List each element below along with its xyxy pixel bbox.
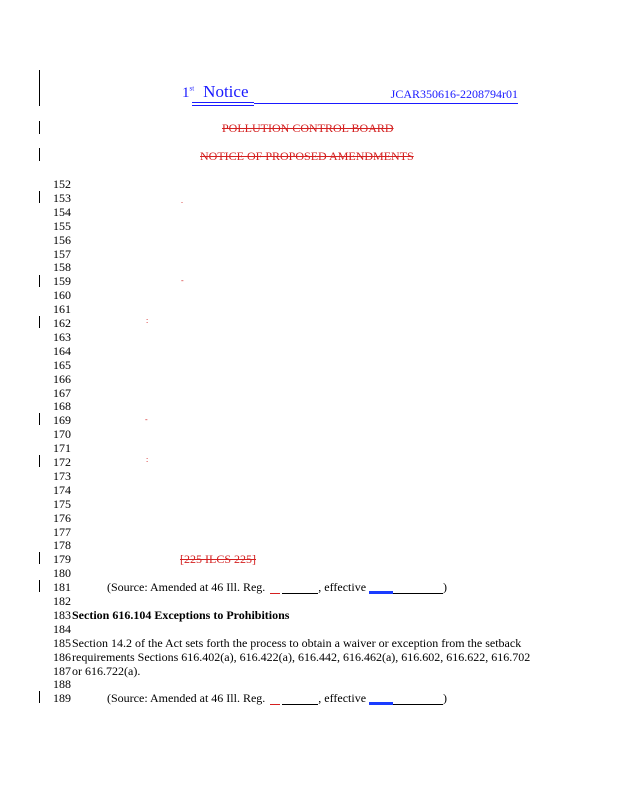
line-number: 184 bbox=[53, 621, 71, 636]
line-number: 157 bbox=[53, 246, 71, 261]
notice-title: NOTICE OF PROPOSED AMENDMENTS bbox=[200, 149, 414, 163]
revision-mark: - bbox=[145, 415, 148, 424]
source-prefix: (Source: Amended at 46 Ill. Reg. bbox=[107, 691, 269, 705]
line-number: 181 bbox=[53, 580, 71, 595]
line-number: 158 bbox=[53, 260, 71, 275]
line-number: 169 bbox=[53, 413, 71, 428]
line-number: 153 bbox=[53, 190, 71, 205]
line-number: 170 bbox=[53, 427, 71, 442]
change-bar bbox=[39, 455, 40, 467]
page-header bbox=[182, 82, 249, 102]
deletion-mark bbox=[270, 697, 280, 705]
source-note bbox=[107, 691, 447, 705]
source-prefix: (Source: Amended at 46 Ill. Reg. bbox=[107, 580, 269, 594]
line-number: 185 bbox=[53, 635, 71, 650]
body-line: Section 14.2 of the Act sets forth the process to obtain a waiver or exception from the setback bbox=[72, 636, 522, 650]
revision-mark: : bbox=[146, 455, 149, 464]
line-number: 179 bbox=[53, 552, 71, 567]
header-superscript: st bbox=[189, 84, 195, 93]
source-close: ) bbox=[443, 580, 448, 594]
revision-mark: : bbox=[146, 316, 149, 325]
statute-citation: [225 ILCS 225] bbox=[180, 552, 256, 566]
line-number: 162 bbox=[53, 316, 71, 330]
blank-field bbox=[393, 694, 443, 705]
line-number: 171 bbox=[53, 441, 71, 456]
source-note bbox=[107, 580, 447, 594]
line-number: 172 bbox=[53, 455, 71, 469]
change-bar bbox=[39, 413, 40, 425]
line-number: 178 bbox=[53, 538, 71, 553]
line-number: 159 bbox=[53, 274, 71, 289]
line-number: 168 bbox=[53, 399, 71, 414]
source-effective: , effective bbox=[318, 691, 370, 705]
line-number: 176 bbox=[53, 510, 71, 525]
line-number: 166 bbox=[53, 371, 71, 386]
line-number: 175 bbox=[53, 496, 71, 511]
body-line: requirements Sections 616.402(a), 616.422(a), 616.442, 616.462(a), 616.602, 616.622, 616.702 bbox=[72, 650, 531, 664]
line-number: 182 bbox=[53, 594, 71, 608]
line-number: 180 bbox=[53, 566, 71, 581]
blank-field bbox=[282, 694, 318, 705]
revision-mark: - bbox=[181, 276, 184, 285]
change-bar bbox=[39, 121, 40, 134]
change-bar bbox=[39, 275, 40, 287]
line-number: 154 bbox=[53, 204, 71, 219]
line-number: 189 bbox=[53, 691, 71, 706]
line-number: 183 bbox=[53, 607, 71, 622]
line-number: 177 bbox=[53, 524, 71, 539]
line-number: 173 bbox=[53, 468, 71, 483]
blank-field bbox=[282, 583, 318, 594]
line-number: 174 bbox=[53, 482, 71, 497]
change-bar bbox=[39, 691, 40, 703]
source-effective: , effective bbox=[318, 580, 370, 594]
line-number: 188 bbox=[53, 677, 71, 692]
change-bar bbox=[39, 316, 40, 328]
line-number: 163 bbox=[53, 329, 71, 344]
line-number: 187 bbox=[53, 663, 71, 678]
line-number: 155 bbox=[53, 218, 71, 233]
source-close: ) bbox=[443, 691, 448, 705]
line-number: 164 bbox=[53, 343, 71, 358]
change-bar bbox=[39, 148, 40, 161]
change-bar bbox=[39, 552, 40, 564]
line-number: 186 bbox=[53, 649, 71, 664]
line-number: 152 bbox=[53, 177, 71, 191]
deletion-mark bbox=[270, 586, 280, 594]
change-bar bbox=[39, 580, 40, 592]
line-number: 156 bbox=[53, 232, 71, 247]
change-bar bbox=[39, 70, 40, 106]
revision-mark: . bbox=[181, 196, 183, 205]
header-underline bbox=[192, 102, 254, 103]
change-bar bbox=[39, 191, 40, 203]
document-id: JCAR350616-2208794r01 bbox=[254, 87, 518, 104]
inserted-blank bbox=[369, 694, 393, 705]
header-title: Notice bbox=[203, 82, 249, 101]
inserted-blank bbox=[369, 583, 393, 594]
body-line: or 616.722(a). bbox=[72, 664, 141, 678]
line-number: 161 bbox=[53, 302, 71, 317]
section-heading: Section 616.104 Exceptions to Prohibitions bbox=[72, 608, 290, 622]
line-number: 160 bbox=[53, 288, 71, 303]
header-underline bbox=[192, 105, 254, 106]
line-number: 165 bbox=[53, 357, 71, 372]
line-number: 167 bbox=[53, 385, 71, 400]
header-number: 1 bbox=[182, 85, 190, 101]
blank-field bbox=[393, 583, 443, 594]
agency-name: POLLUTION CONTROL BOARD bbox=[222, 121, 394, 135]
